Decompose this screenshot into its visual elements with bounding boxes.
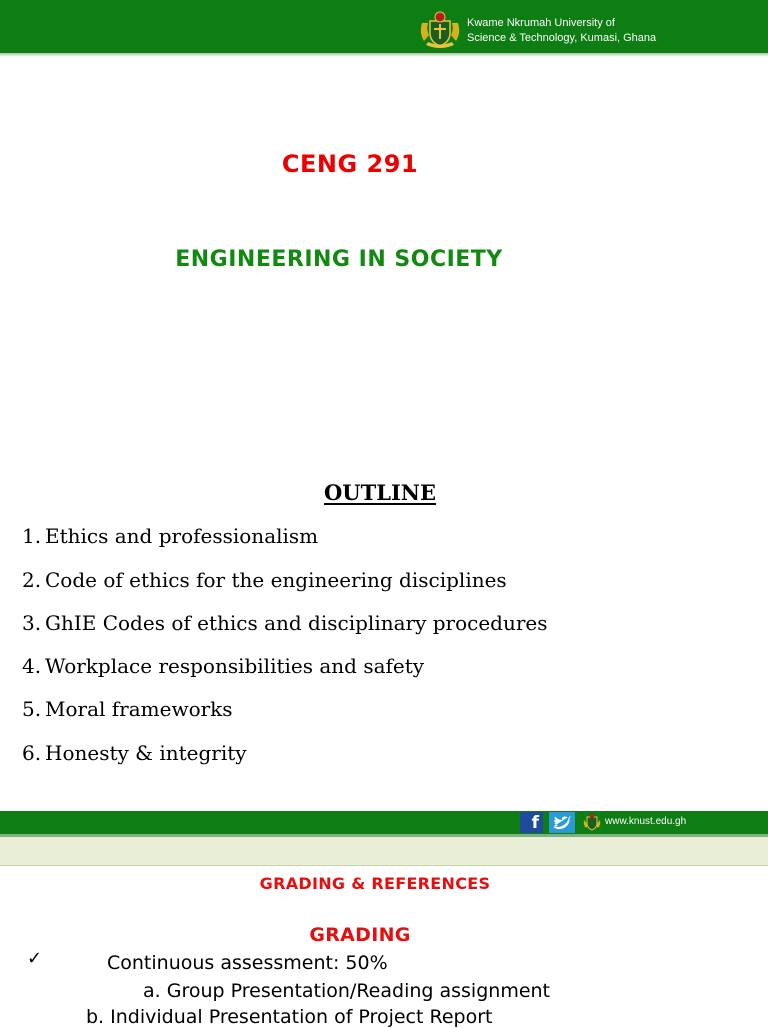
knust-crest-icon bbox=[583, 813, 601, 832]
outline-item-number: 5. bbox=[22, 697, 42, 721]
outline-item-number: 1. bbox=[22, 524, 42, 548]
outline-item-text: Workplace responsibilities and safety bbox=[45, 654, 425, 678]
header-bar bbox=[0, 0, 768, 53]
checkmark-icon: ✓ bbox=[27, 948, 43, 969]
grading-item-b: b. Individual Presentation of Project Report bbox=[86, 1006, 493, 1028]
outline-item-text: Moral frameworks bbox=[45, 697, 233, 721]
outline-item-text: Honesty & integrity bbox=[45, 741, 247, 765]
outline-item-text: GhIE Codes of ethics and disciplinary procedures bbox=[45, 611, 548, 635]
outline-item-number: 6. bbox=[22, 741, 42, 765]
grading-item-a: a. Group Presentation/Reading assignment bbox=[143, 980, 551, 1002]
header-shadow bbox=[0, 53, 768, 57]
outline-item-number: 3. bbox=[22, 611, 42, 635]
facebook-icon[interactable]: f bbox=[520, 812, 543, 833]
knust-crest-icon bbox=[418, 9, 462, 51]
outline-heading: OUTLINE bbox=[323, 480, 437, 505]
university-name-line2: Science & Technology, Kumasi, Ghana bbox=[467, 32, 657, 44]
outline-item-text: Code of ethics for the engineering disciplines bbox=[45, 568, 507, 592]
continuous-assessment-text: Continuous assessment: 50% bbox=[107, 952, 388, 974]
outline-item-text: Ethics and professionalism bbox=[45, 524, 319, 548]
slide-header-band bbox=[0, 837, 768, 866]
slide-heading: GRADING & REFERENCES bbox=[259, 874, 491, 893]
university-name-line1: Kwame Nkrumah University of bbox=[467, 17, 615, 29]
website-link[interactable]: www.knust.edu.gh bbox=[605, 816, 687, 827]
course-code: CENG 291 bbox=[281, 150, 419, 178]
course-title: ENGINEERING IN SOCIETY bbox=[175, 247, 503, 272]
outline-item-number: 4. bbox=[22, 654, 42, 678]
outline-item-number: 2. bbox=[22, 568, 42, 592]
grading-heading: GRADING bbox=[309, 924, 411, 946]
twitter-icon[interactable] bbox=[549, 812, 575, 833]
